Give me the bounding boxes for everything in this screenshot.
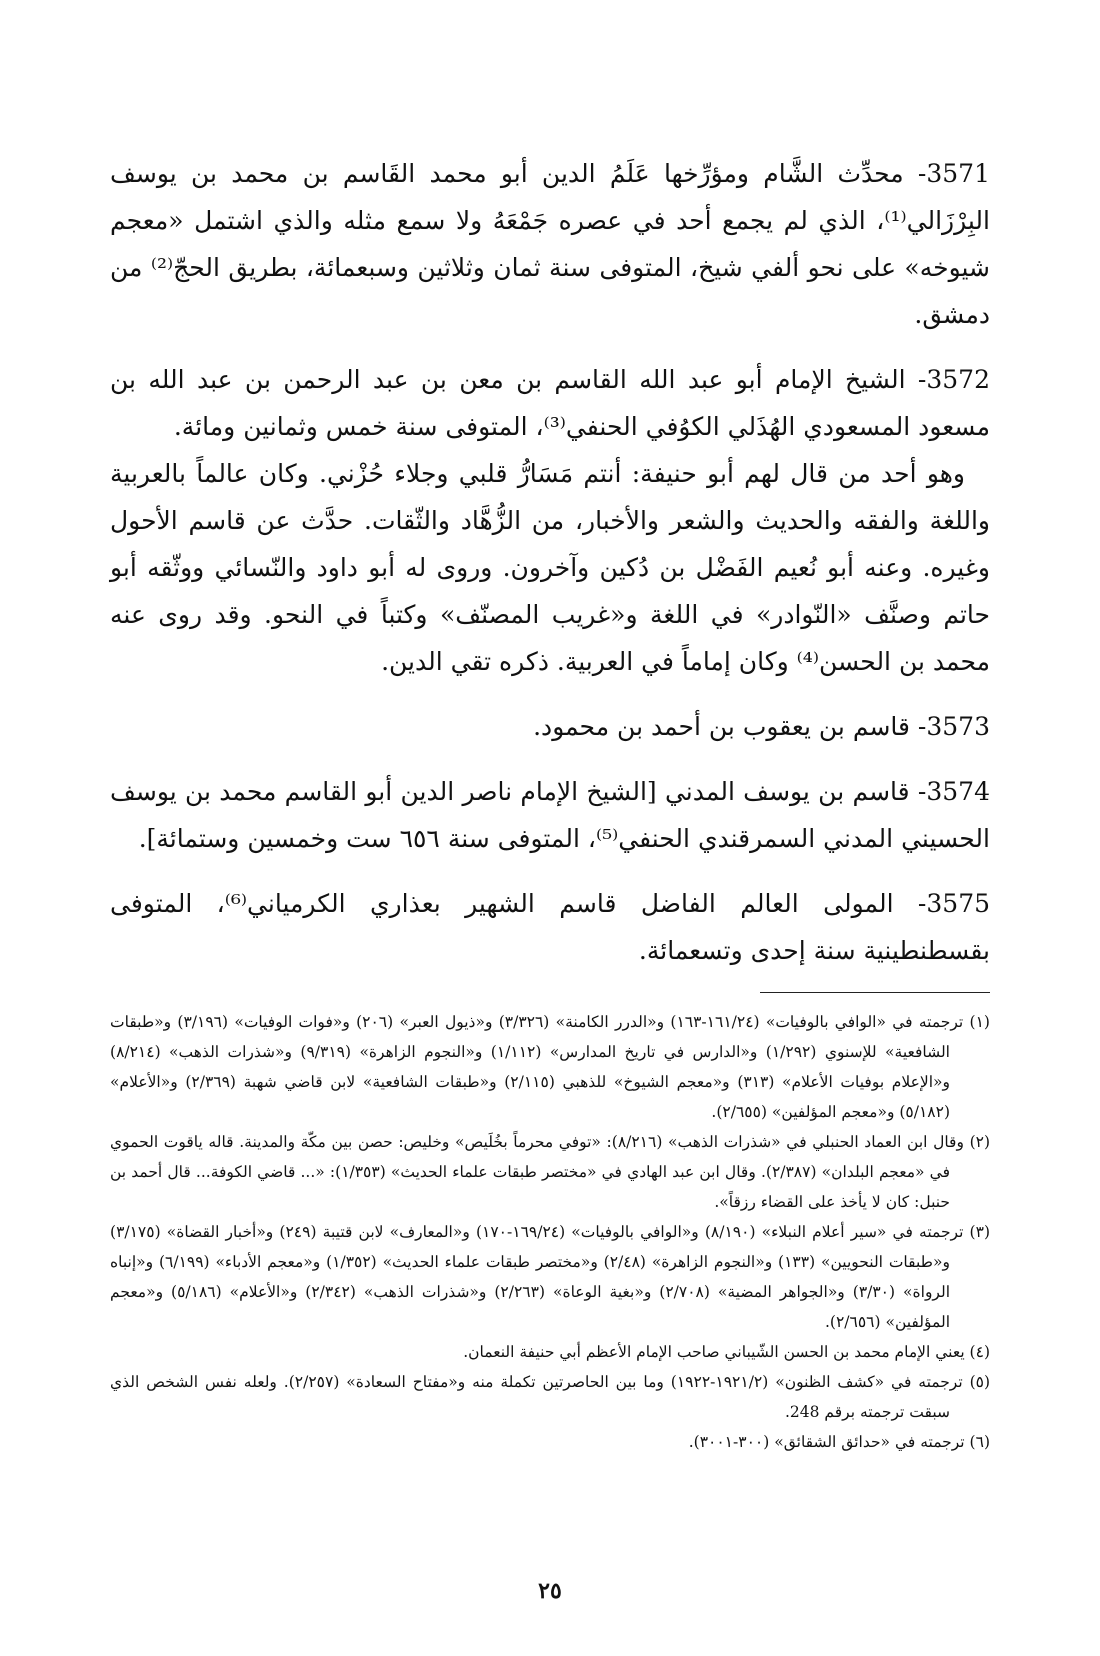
entry-3575 [110,880,990,974]
entry-text: 3575- المولى العالم الفاضل قاسم الشهير بعذاري الكرمياني⁽⁶⁾، المتوفى بقسطنطينية سنة إحدى وتسعمائة. [110,889,991,965]
entry-text: 3571- محدِّث الشَّام ومؤرِّخها عَلَمُ الدين أبو محمد القَاسم بن محمد بن يوسف البِرْزَالي⁽¹⁾، الذي لم يجمع أحد في عصره جَمْعَهُ ولا سمع مثله والذي اشتمل «معجم شيوخه» على نحو ألفي شيخ، المتوفى سنة ثمان وثلاثين وسبعمائة، بطريق الحجّ⁽²⁾ من دمشق. [110,159,990,329]
footnote-6: (٦) ترجمته في «حدائق الشقائق» (٣٠٠-٣٠٠١). [688,1433,990,1451]
page-number: ٢٥ [538,1578,562,1604]
entry-3572 [110,356,990,685]
entry-3574 [110,768,990,862]
footnote-4: (٤) يعني الإمام محمد بن الحسن الشّيباني صاحب الإمام الأعظم أبي حنيفة النعمان. [463,1343,990,1361]
entry-text: 3573- قاسم بن يعقوب بن أحمد بن محمود. [533,712,990,741]
footnote-2: (٢) وقال ابن العماد الحنبلي في «شذرات الذهب» (٨/٢١٦): «توفي محرماً بخُلَيص» وخليص: حصن بين مكّة والمدينة. قاله ياقوت الحموي في «معجم البلدان» (٢/٣٨٧). وقال ابن عبد الهادي في «مختصر طبقات علماء الحديث» (١/٣٥٣): «... قاضي الكوفة... قال أحمد بن حنبل: كان لا يأخذ على القضاء رزقاً». [110,1133,991,1211]
footnotes [110,1007,990,1457]
footnote-divider [760,992,990,993]
footnote-5: (٥) ترجمته في «كشف الظنون» (١٩٢١/٢-١٩٢٢) وما بين الحاصرتين تكملة منه و«مفتاح السعادة» (٢/٢٥٧). ولعله نفس الشخص الذي سبقت ترجمته برقم 248. [110,1373,991,1421]
entry-text: 3572- الشيخ الإمام أبو عبد الله القاسم بن معن بن عبد الرحمن بن عبد الله بن مسعود المسعودي الهُذَلي الكوُفي الحنفي⁽³⁾، المتوفى سنة خمس وثمانين ومائة. [110,365,990,441]
entry-3571 [110,150,990,338]
entry-paragraph: وهو أحد من قال لهم أبو حنيفة: أنتم مَسَارُّ قلبي وجلاء حُزْني. وكان عالماً بالعربية واللغة والفقه والحديث والشعر والأخبار، من الزُّهَّاد والثّقات. حدَّث عن قاسم الأحول وغيره. وعنه أبو نُعيم الفَضْل بن دُكين وآخرون. وروى له أبو داود والنّسائي ووثّقه أبو حاتم وصنَّف «النّوادر» في اللغة و«غريب المصنّف» وكتباً في النحو. وقد روى عنه محمد بن الحسن⁽⁴⁾ وكان إماماً في العربية. ذكره تقي الدين. [110,459,990,676]
footnote-1: (١) ترجمته في «الوافي بالوفيات» (١٦١/٢٤-١٦٣) و«الدرر الكامنة» (٣/٣٢٦) و«ذيول العبر» (٢٠٦) و«فوات الوفيات» (٣/١٩٦) و«طبقات الشافعية» للإسنوي (١/٢٩٢) و«الدارس في تاريخ المدارس» (١/١١٢) و«النجوم الزاهرة» (٩/٣١٩) و«شذرات الذهب» (٨/٢١٤) و«الإعلام بوفيات الأعلام» (٣١٣) و«معجم الشيوخ» للذهبي (٢/١١٥) و«طبقات الشافعية» لابن قاضي شهبة (٢/٣٦٩) و«الأعلام» (٥/١٨٢) و«معجم المؤلفين» (٢/٦٥٥). [110,1013,990,1121]
entry-text: 3574- قاسم بن يوسف المدني [الشيخ الإمام ناصر الدين أبو القاسم محمد بن يوسف الحسيني المدني السمرقندي الحنفي⁽⁵⁾، المتوفى سنة ٦٥٦ ست وخمسين وستمائة]. [110,777,990,853]
entry-3573 [110,703,990,750]
footnote-3: (٣) ترجمته في «سير أعلام النبلاء» (٨/١٩٠) و«الوافي بالوفيات» (١٦٩/٢٤-١٧٠) و«المعارف» لابن قتيبة (٢٤٩) و«أخبار القضاة» (٣/١٧٥) و«طبقات النحويين» (١٣٣) و«النجوم الزاهرة» (٢/٤٨) و«مختصر طبقات علماء الحديث» (١/٣٥٢) و«معجم الأدباء» (٦/١٩٩) و«إنباه الرواة» (٣/٣٠) و«الجواهر المضية» (٢/٧٠٨) و«بغية الوعاة» (٢/٢٦٣) و«شذرات الذهب» (٢/٣٤٢) و«الأعلام» (٥/١٨٦) و«معجم المؤلفين» (٢/٦٥٦). [110,1223,990,1331]
